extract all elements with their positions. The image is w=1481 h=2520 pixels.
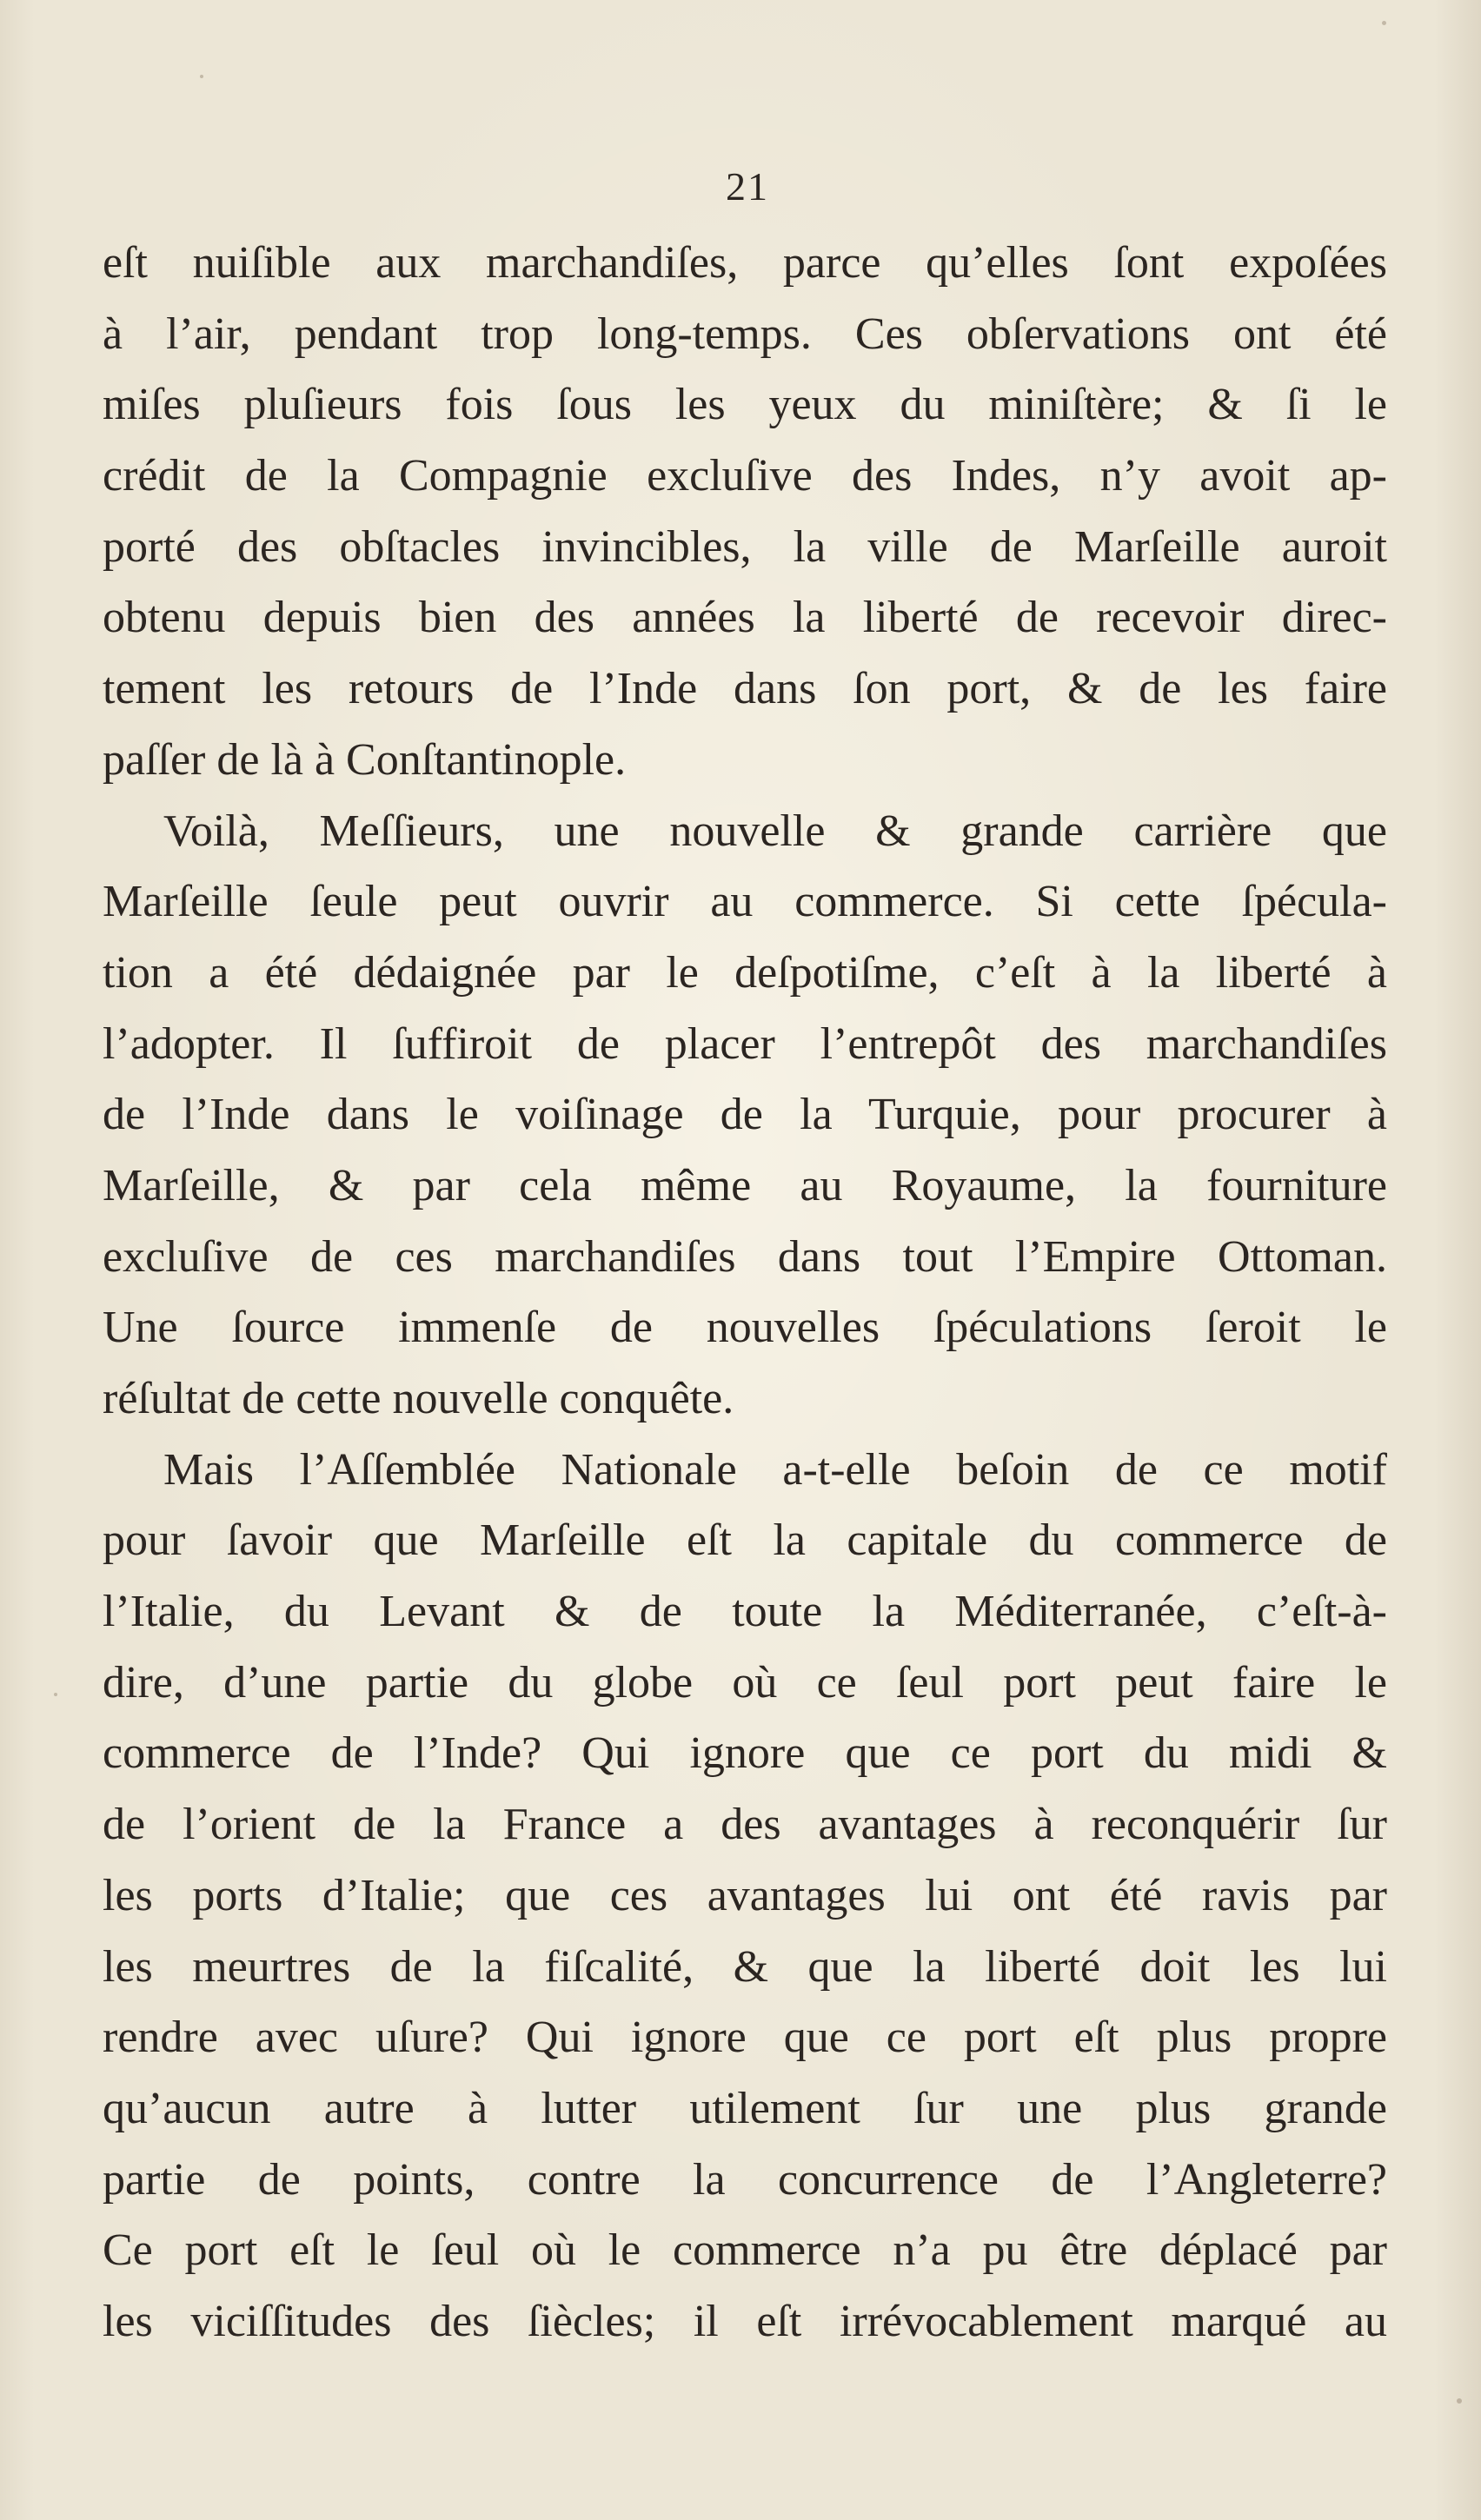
paragraph-start-line: Mais l’Aſſemblée Nationale a-t-elle beſoin de ce motif bbox=[163, 1444, 1387, 1495]
text-line: Marſeille, & par cela même au Royaume, la fourniture bbox=[103, 1160, 1387, 1210]
text-line: l’Italie, du Levant & de toute la Méditerranée, c’eſt-à- bbox=[103, 1587, 1387, 1637]
text-line: Une ſource immenſe de nouvelles ſpéculations ſeroit le bbox=[103, 1303, 1387, 1353]
text-line: porté des obſtacles invincibles, la ville de Marſeille auroit bbox=[103, 521, 1387, 572]
text-line: les meurtres de la fiſcalité, & que la liberté doit les lui bbox=[103, 1941, 1387, 1992]
text-line: rendre avec uſure? Qui ignore que ce port eſt plus propre bbox=[103, 2013, 1387, 2063]
text-line: excluſive de ces marchandiſes dans tout l’Empire Ottoman. bbox=[103, 1231, 1387, 1282]
text-line: crédit de la Compagnie excluſive des Indes, n’y avoit ap- bbox=[103, 451, 1387, 501]
text-line: paſſer de là à Conſtantinople. bbox=[103, 734, 627, 785]
text-line: miſes pluſieurs fois ſous les yeux du miniſtère; & ſi le bbox=[103, 380, 1387, 430]
paper-speck bbox=[54, 1693, 57, 1696]
page-number: 21 bbox=[726, 164, 769, 209]
text-line: l’adopter. Il ſuffiroit de placer l’entrepôt des marchandiſes bbox=[103, 1018, 1387, 1069]
text-line: à l’air, pendant trop long-temps. Ces obſervations ont été bbox=[103, 308, 1387, 359]
text-line: pour ſavoir que Marſeille eſt la capitale du commerce de bbox=[103, 1515, 1387, 1566]
paper-speck bbox=[200, 75, 203, 78]
paragraph-start-line: Voilà, Meſſieurs, une nouvelle & grande carrière que bbox=[163, 806, 1387, 856]
text-line: dire, d’une partie du globe où ce ſeul port peut faire le bbox=[103, 1657, 1387, 1708]
text-line: commerce de l’Inde? Qui ignore que ce port du midi & bbox=[103, 1728, 1387, 1779]
paper-speck bbox=[1457, 2398, 1462, 2404]
text-line: obtenu depuis bien des années la liberté de recevoir direc- bbox=[103, 593, 1387, 643]
text-line: les viciſſitudes des ſiècles; il eſt irrévocablement marqué au bbox=[103, 2296, 1387, 2346]
text-line: réſultat de cette nouvelle conquête. bbox=[103, 1374, 734, 1423]
text-line: de l’orient de la France a des avantages à reconquérir ſur bbox=[103, 1800, 1387, 1850]
paper-speck bbox=[1382, 21, 1386, 25]
text-line: tion a été dédaignée par le deſpotiſme, c’eſt à la liberté à bbox=[103, 947, 1387, 998]
text-line: tement les retours de l’Inde dans ſon port, & de les faire bbox=[103, 664, 1387, 714]
body-text bbox=[103, 228, 1387, 2358]
text-line: partie de points, contre la concurrence de l’Angleterre? bbox=[103, 2154, 1387, 2205]
text-line: Ce port eſt le ſeul où le commerce n’a pu être déplacé par bbox=[103, 2225, 1387, 2276]
text-line: les ports d’Italie; que ces avantages lui ont été ravis par bbox=[103, 1870, 1387, 1920]
text-line: qu’aucun autre à lutter utilement ſur une plus grande bbox=[103, 2083, 1387, 2133]
text-line: de l’Inde dans le voiſinage de la Turquie, pour procurer à bbox=[103, 1090, 1387, 1140]
text-line: eſt nuiſible aux marchandiſes, parce qu’elles ſont expoſées bbox=[103, 238, 1387, 288]
text-line: Marſeille ſeule peut ouvrir au commerce. Si cette ſpécula- bbox=[103, 877, 1387, 927]
